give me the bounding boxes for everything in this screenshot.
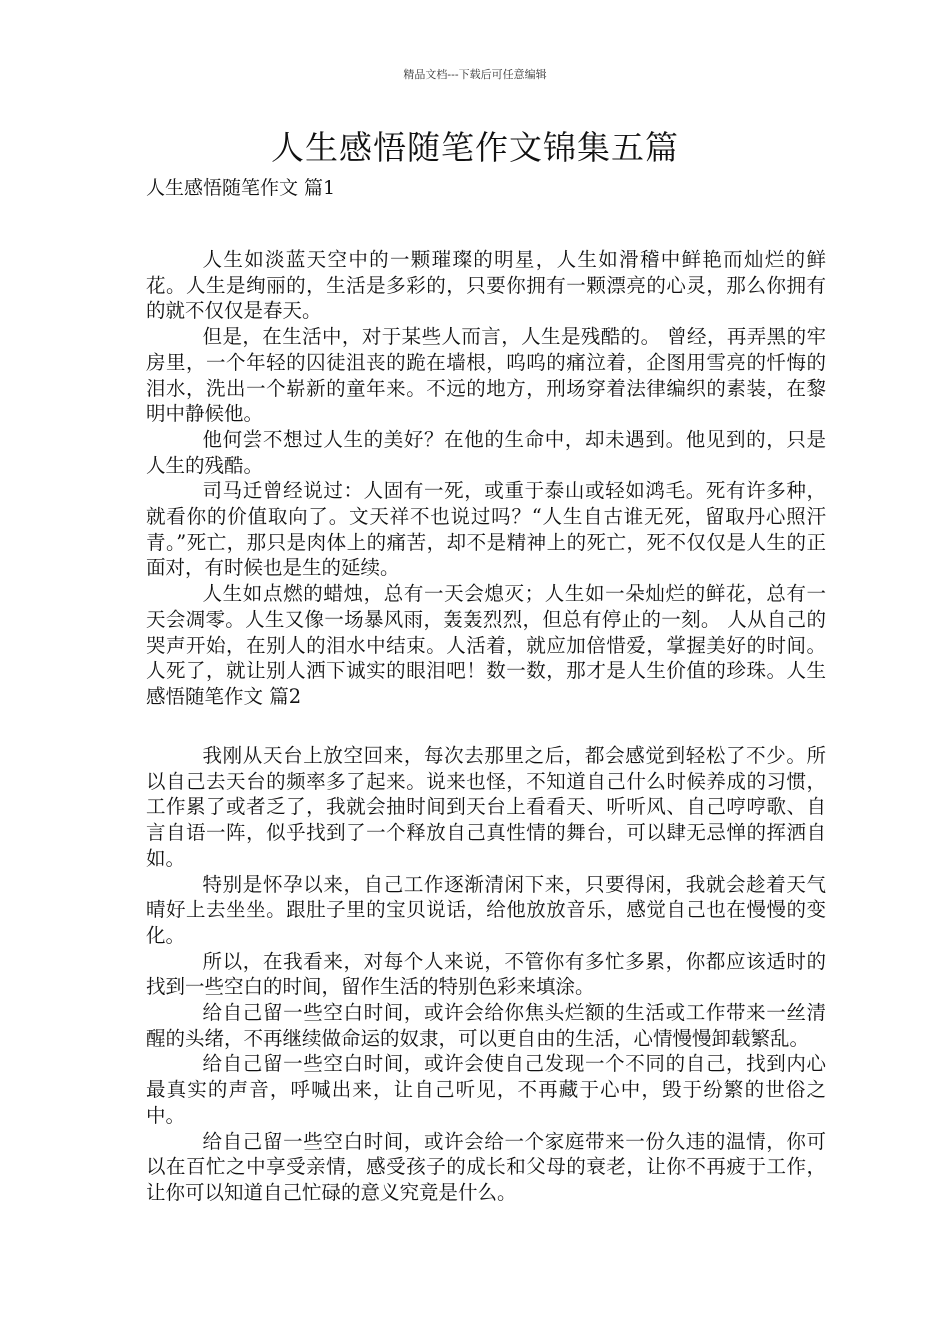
section-heading-1: 人生感悟随笔作文 篇1 (146, 177, 336, 199)
paragraph: 所以，在我看来，对每个人来说，不管你有多忙多累，你都应该适时的找到一些空白的时间，留作生活的特别色彩来填涂。 (146, 949, 826, 999)
paragraph: 给自己留一些空白时间，或许会使自己发现一个不同的自己，找到内心最真实的声音，呼喊出来，让自己听见，不再藏于心中，毁于纷繁的世俗之中。 (146, 1052, 826, 1127)
paragraph: 他何尝不想过人生的美好？在他的生命中，却未遇到。他见到的，只是人生的残酷。 (146, 427, 826, 477)
section-2-body (146, 743, 826, 1206)
paragraph: 给自己留一些空白时间，或许会给你焦头烂额的生活或工作带来一丝清醒的头绪，不再继续做命运的奴隶，可以更自由的生活，心情慢慢卸载繁乱。 (146, 1001, 826, 1050)
document-title: 人生感悟随笔作文锦集五篇 (271, 128, 679, 167)
paragraph: 但是，在生活中，对于某些人而言，人生是残酷的。 曾经，再弄黑的牢房里，一个年轻的囚徒沮丧的跪在墙根，呜呜的痛泣着，企图用雪亮的忏悔的泪水，洗出一个崭新的童年来。不远的地方，刑场穿着法律编织的素装，在黎明中静候他。 (146, 325, 826, 426)
paragraph: 特别是怀孕以来，自己工作逐渐清闲下来，只要得闲，我就会趁着天气晴好上去坐坐。跟肚子里的宝贝说话，给他放放音乐，感觉自己也在慢慢的变化。 (146, 872, 826, 947)
header-note: 精品文档---下载后可任意编辑 (403, 68, 547, 81)
paragraph: 人生如点燃的蜡烛，总有一天会熄灭；人生如一朵灿烂的鲜花，总有一天会凋零。人生又像一场暴风雨，轰轰烈烈，但总有停止的一刻。 人从自己的哭声开始，在别人的泪水中结束。人活着，就应加倍惜爱，掌握美好的时间。人死了，就让别人洒下诚实的眼泪吧！数一数，那才是人生价值的珍珠。人生感悟随笔作文 篇2 (146, 582, 826, 708)
paragraph: 我刚从天台上放空回来，每次去那里之后，都会感觉到轻松了不少。所以自己去天台的频率多了起来。说来也怪，不知道自己什么时候养成的习惯，工作累了或者乏了，我就会抽时间到天台上看看天、听听风、自己哼哼歌、自言自语一阵，似乎找到了一个释放自己真性情的舞台，可以肆无忌惮的挥洒自如。 (146, 744, 826, 870)
paragraph: 人生如淡蓝天空中的一颗璀璨的明星，人生如滑稽中鲜艳而灿烂的鲜花。人生是绚丽的，生活是多彩的，只要你拥有一颗漂亮的心灵，那么你拥有的就不仅仅是春天。 (146, 248, 826, 323)
paragraph: 司马迁曾经说过：人固有一死，或重于泰山或轻如鸿毛。死有许多种，就看你的价值取向了。文天祥不也说过吗？“人生自古谁无死，留取丹心照汗青。”死亡，那只是肉体上的痛苦，却不是精神上的死亡，死不仅仅是人生的正面对，有时候也是生的延续。 (146, 479, 826, 580)
paragraph: 给自己留一些空白时间，或许会给一个家庭带来一份久违的温情，你可以在百忙之中享受亲情，感受孩子的成长和父母的衰老，让你不再疲于工作，让你可以知道自己忙碌的意义究竟是什么。 (146, 1129, 826, 1204)
section-1-body (146, 247, 826, 710)
